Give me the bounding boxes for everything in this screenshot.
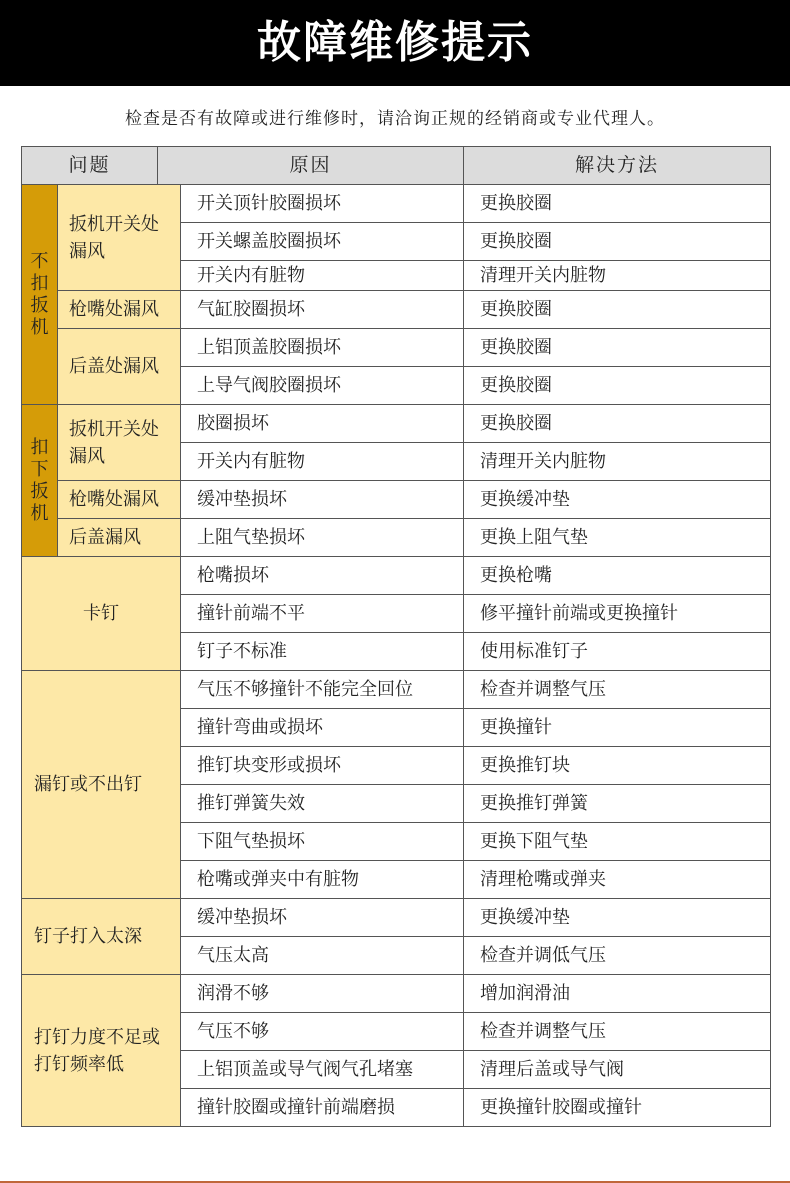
cause-cell: 胶圈损坏: [180, 404, 464, 443]
problem-subgroup: 枪嘴处漏风: [57, 290, 181, 329]
problem-group: 漏钉或不出钉: [21, 670, 181, 899]
cause-cell: 气压不够: [180, 1012, 464, 1051]
problem-group: 卡钉: [21, 556, 181, 671]
solution-cell: 清理枪嘴或弹夹: [463, 860, 771, 899]
header-solution: 解决方法: [463, 146, 771, 185]
cause-cell: 气缸胶圈损坏: [180, 290, 464, 329]
solution-cell: 修平撞针前端或更换撞针: [463, 594, 771, 633]
cause-cell: 气压太高: [180, 936, 464, 975]
solution-cell: 检查并调整气压: [463, 670, 771, 709]
cause-cell: 开关螺盖胶圈损坏: [180, 222, 464, 261]
solution-cell: 使用标准钉子: [463, 632, 771, 671]
solution-cell: 清理开关内脏物: [463, 442, 771, 481]
problem-subgroup: 后盖处漏风: [57, 328, 181, 405]
solution-cell: 更换缓冲垫: [463, 898, 771, 937]
cause-cell: 撞针前端不平: [180, 594, 464, 633]
header-cause: 原因: [157, 146, 464, 185]
solution-cell: 更换胶圈: [463, 366, 771, 405]
cause-cell: 开关内有脏物: [180, 260, 464, 291]
solution-cell: 清理后盖或导气阀: [463, 1050, 771, 1089]
cause-cell: 气压不够撞针不能完全回位: [180, 670, 464, 709]
solution-cell: 更换推钉弹簧: [463, 784, 771, 823]
solution-cell: 更换胶圈: [463, 328, 771, 367]
solution-cell: 更换枪嘴: [463, 556, 771, 595]
header-problem: 问题: [21, 146, 158, 185]
cause-cell: 推钉块变形或损坏: [180, 746, 464, 785]
cause-cell: 缓冲垫损坏: [180, 480, 464, 519]
solution-cell: 增加润滑油: [463, 974, 771, 1013]
solution-cell: 更换胶圈: [463, 404, 771, 443]
problem-subgroup: 扳机开关处漏风: [57, 184, 181, 291]
cause-cell: 上导气阀胶圈损坏: [180, 366, 464, 405]
solution-cell: 检查并调低气压: [463, 936, 771, 975]
solution-cell: 更换上阻气垫: [463, 518, 771, 557]
solution-cell: 更换缓冲垫: [463, 480, 771, 519]
problem-group: 扣下扳机: [21, 404, 58, 557]
cause-cell: 撞针胶圈或撞针前端磨损: [180, 1088, 464, 1127]
cause-cell: 下阻气垫损坏: [180, 822, 464, 861]
solution-cell: 更换撞针胶圈或撞针: [463, 1088, 771, 1127]
cause-cell: 枪嘴或弹夹中有脏物: [180, 860, 464, 899]
solution-cell: 更换胶圈: [463, 222, 771, 261]
solution-cell: 更换下阻气垫: [463, 822, 771, 861]
problem-group: 不扣扳机: [21, 184, 58, 405]
cause-cell: 缓冲垫损坏: [180, 898, 464, 937]
cause-cell: 润滑不够: [180, 974, 464, 1013]
problem-subgroup: 枪嘴处漏风: [57, 480, 181, 519]
solution-cell: 更换撞针: [463, 708, 771, 747]
cause-cell: 上阻气垫损坏: [180, 518, 464, 557]
cause-cell: 钉子不标准: [180, 632, 464, 671]
solution-cell: 更换胶圈: [463, 184, 771, 223]
solution-cell: 更换胶圈: [463, 290, 771, 329]
page-title: 故障维修提示: [257, 17, 533, 68]
problem-subgroup: 扳机开关处漏风: [57, 404, 181, 481]
cause-cell: 枪嘴损坏: [180, 556, 464, 595]
cause-cell: 上铝顶盖或导气阀气孔堵塞: [180, 1050, 464, 1089]
cause-cell: 推钉弹簧失效: [180, 784, 464, 823]
page-subtitle: 检查是否有故障或进行维修时，请洽询正规的经销商或专业代理人。: [125, 109, 665, 129]
solution-cell: 检查并调整气压: [463, 1012, 771, 1051]
cause-cell: 开关顶针胶圈损坏: [180, 184, 464, 223]
solution-cell: 清理开关内脏物: [463, 260, 771, 291]
cause-cell: 开关内有脏物: [180, 442, 464, 481]
cause-cell: 撞针弯曲或损坏: [180, 708, 464, 747]
problem-subgroup: 后盖漏风: [57, 518, 181, 557]
cause-cell: 上铝顶盖胶圈损坏: [180, 328, 464, 367]
problem-group: 钉子打入太深: [21, 898, 181, 975]
problem-group: 打钉力度不足或打钉频率低: [21, 974, 181, 1127]
solution-cell: 更换推钉块: [463, 746, 771, 785]
